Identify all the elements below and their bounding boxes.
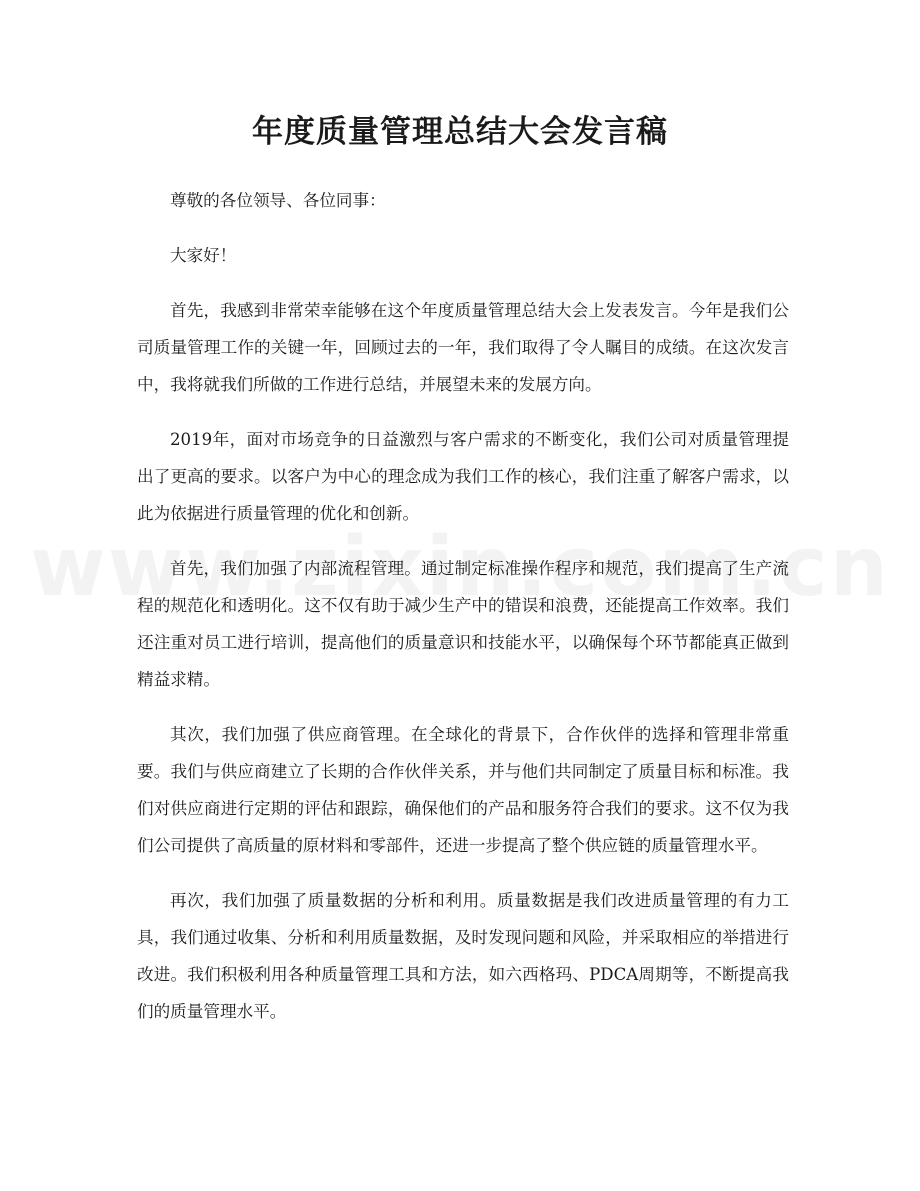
salutation: 尊敬的各位领导、各位同事： <box>170 191 386 210</box>
greeting: 大家好！ <box>170 246 237 265</box>
paragraph-process-management: 首先，我们加强了内部流程管理。通过制定标准操作程序和规范，我们提高了生产流程的规范化和透明化。这不仅有助于减少生产中的错误和浪费，还能提高工作效率。我们还注重对员工进行培训，提高他们的质量意识和技能水平，以确保每个环节都能真正做到精益求精。 <box>137 559 789 689</box>
paragraph-supplier-management: 其次，我们加强了供应商管理。在全球化的背景下，合作伙伴的选择和管理非常重要。我们与供应商建立了长期的合作伙伴关系，并与他们共同制定了质量目标和标准。我们对供应商进行定期的评估和跟踪，确保他们的产品和服务符合我们的要求。这不仅为我们公司提供了高质量的原材料和零部件，还进一步提高了整个供应链的质量管理水平。 <box>137 725 789 855</box>
paragraph-quality-data: 再次，我们加强了质量数据的分析和利用。质量数据是我们改进质量管理的有力工具，我们通过收集、分析和利用质量数据，及时发现问题和风险，并采取相应的举措进行改进。我们积极利用各种质量管理工具和方法，如六西格玛、PDCA周期等，不断提高我们的质量管理水平。 <box>137 891 789 1021</box>
document-title: 年度质量管理总结大会发言稿 <box>252 114 668 150</box>
paragraph-intro: 首先，我感到非常荣幸能够在这个年度质量管理总结大会上发表发言。今年是我们公司质量管理工作的关键一年，回顾过去的一年，我们取得了令人瞩目的成绩。在这次发言中，我将就我们所做的工作进行总结，并展望未来的发展方向。 <box>137 301 789 394</box>
paragraph-2019-overview: 2019年，面对市场竞争的日益激烈与客户需求的不断变化，我们公司对质量管理提出了更高的要求。以客户为中心的理念成为我们工作的核心，我们注重了解客户需求，以此为依据进行质量管理的优化和创新。 <box>137 430 789 523</box>
document-body <box>137 182 789 1048</box>
